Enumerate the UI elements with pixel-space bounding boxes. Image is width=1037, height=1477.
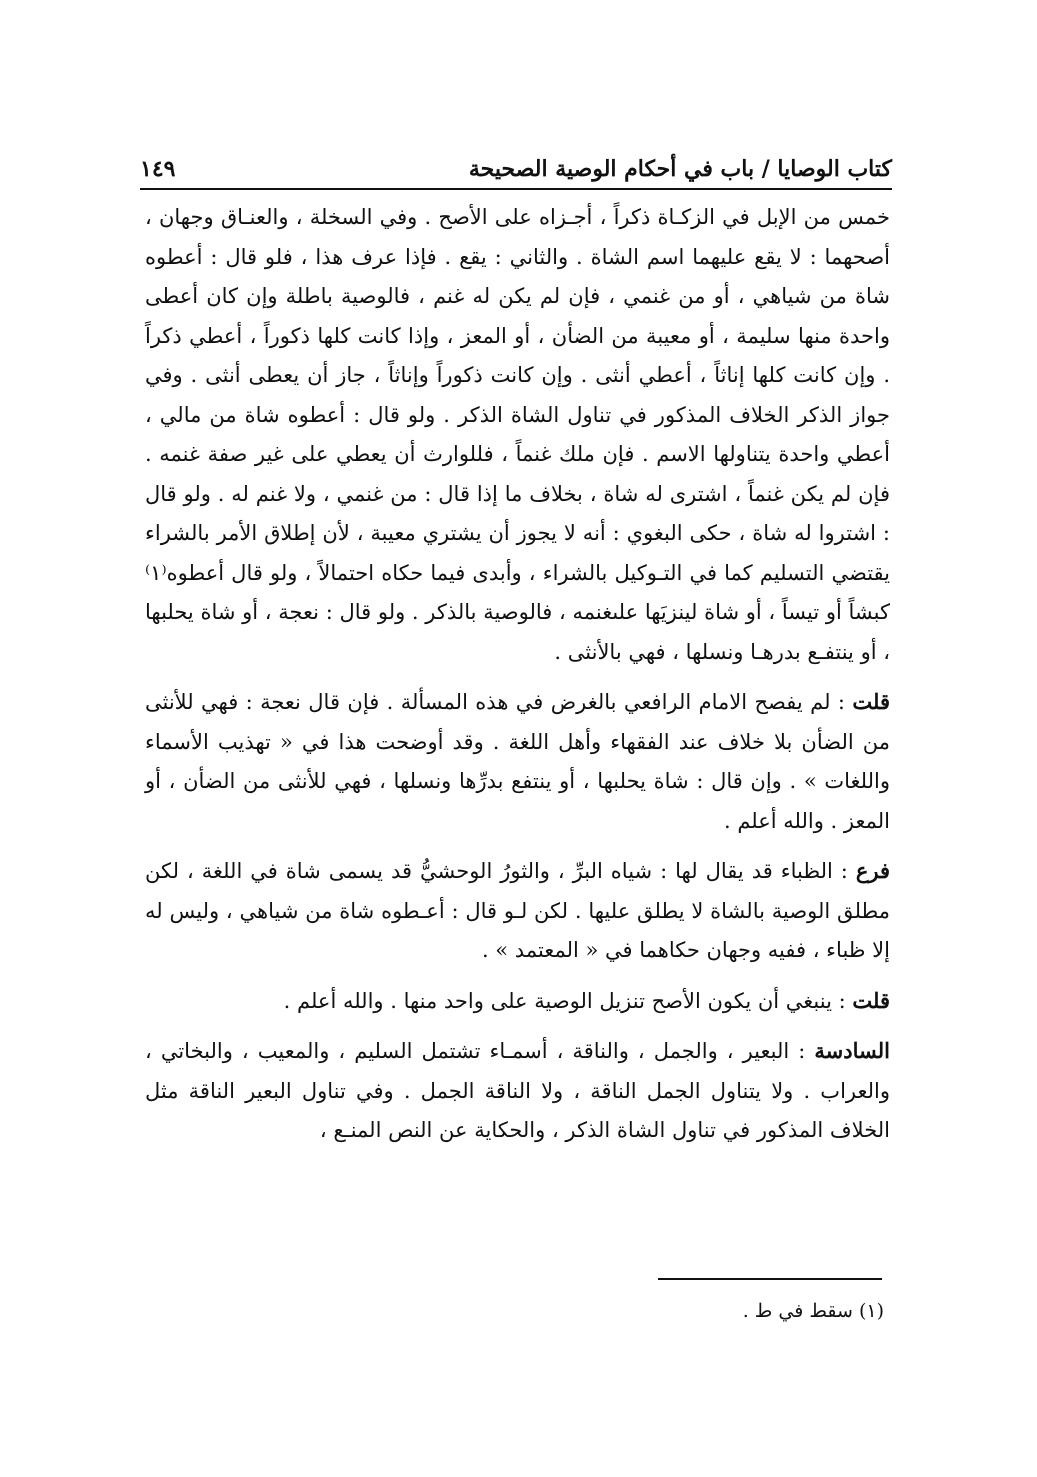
paragraph-2 <box>145 682 890 841</box>
paragraph-3 <box>145 851 890 971</box>
main-text <box>145 197 890 1161</box>
paragraph-lead: قلت <box>852 689 890 714</box>
paragraph-lead: السادسة <box>814 1038 890 1063</box>
page-number: ١٤٩ <box>140 156 176 182</box>
paragraph-text: : الظباء قد يقال لها : شياه البرِّ ، والثورُ الوحشيُّ قد يسمى شاة في اللغة ، لكن مطلق الوصية بالشاة لا يطلق عليها . لكن لـو قال : أعـطوه شاة من شياهي ، وليس له إلا ظباء ، ففيه وجهان حكاهما في « المعتمد » . <box>145 859 890 962</box>
paragraph-text: خمس من الإبل في الزكـاة ذكراً ، أجـزاه على الأصح . وفي السخلة ، والعنـاق وجهان ، أصحهما : لا يقع عليهما اسم الشاة . والثاني : يقع . فإذا عرف هذا ، فلو قال : أعطوه شاة من شياهي ، أو من غنمي ، فإن لم يكن له غنم ، فالوصية باطلة وإن كان أعطى واحدة منها سليمة ، أو معيبة من الضأن ، أو المعز ، وإذا كانت كلها ذكوراً ، أعطي ذكراً . وإن كانت كلها إناثاً ، أعطي أنثى . وإن كانت ذكوراً وإناثاً ، جاز أن يعطى أنثى . وفي جواز الذكر الخلاف المذكور في تناول الشاة الذكر . ولو قال : أعطوه شاة من مالي ، أعطي واحدة يتناولها الاسم . فإن ملك غنماً ، فللوارث أن يعطي على غير صفة غنمه . فإن لم يكن غنماً ، اشترى له شاة ، بخلاف ما إذا قال : من غنمي ، ولا غنم له . ولو قال : اشتروا له شاة ، حكى البغوي : أنه لا يجوز أن يشتري معيبة ، لأن إطلاق الأمر بالشراء يقتضي التسليم كما في التـوكيل بالشراء ، وأبدى فيما حكاه احتمالاً ، ولو قال أعطوه⁽١⁾ كبشاً أو تيساً ، أو شاة لينزيَها علىغنمه ، فالوصية بالذكر . ولو قال : نعجة ، أو شاة يحلبها ، أو ينتفـع بدرهـا ونسلها ، فهي بالأنثى . <box>145 205 890 664</box>
paragraph-4 <box>145 981 890 1022</box>
paragraph-text: : لم يفصح الامام الرافعي بالغرض في هذه المسألة . فإن قال نعجة : فهي للأنثى من الضأن بلا خلاف عند الفقهاء وأهل اللغة . وقد أوضحت هذا في « تهذيب الأسماء واللغات » . وإن قال : شاة يحلبها ، أو ينتفع بدرِّها ونسلها ، فهي للأنثى من الضأن ، أو المعز . والله أعلم . <box>145 690 890 833</box>
paragraph-text: : ينبغي أن يكون الأصح تنزيل الوصية على واحد منها . والله أعلم . <box>283 988 853 1013</box>
paragraph-5 <box>145 1031 890 1151</box>
paragraph-text: : البعير ، والجمل ، والناقة ، أسمـاء تشتمل السليم ، والمعيب ، والبخاتي ، والعراب . ولا يتناول الجمل الناقة ، ولا الناقة الجمل . وفي تناول البعير الناقة مثل الخلاف المذكور في تناول الشاة الذكر ، والحكاية عن النص المنـع ، <box>145 1039 890 1142</box>
page-header <box>140 138 892 190</box>
running-title: كتاب الوصايا / باب في أحكام الوصية الصحيحة <box>468 156 892 182</box>
paragraph-lead: قلت <box>852 987 890 1013</box>
paragraph-1 <box>145 197 890 672</box>
footnote-divider <box>658 1278 882 1280</box>
footnote: (١) سقط في ط . <box>742 1300 884 1322</box>
paragraph-lead: فرع <box>855 858 890 883</box>
